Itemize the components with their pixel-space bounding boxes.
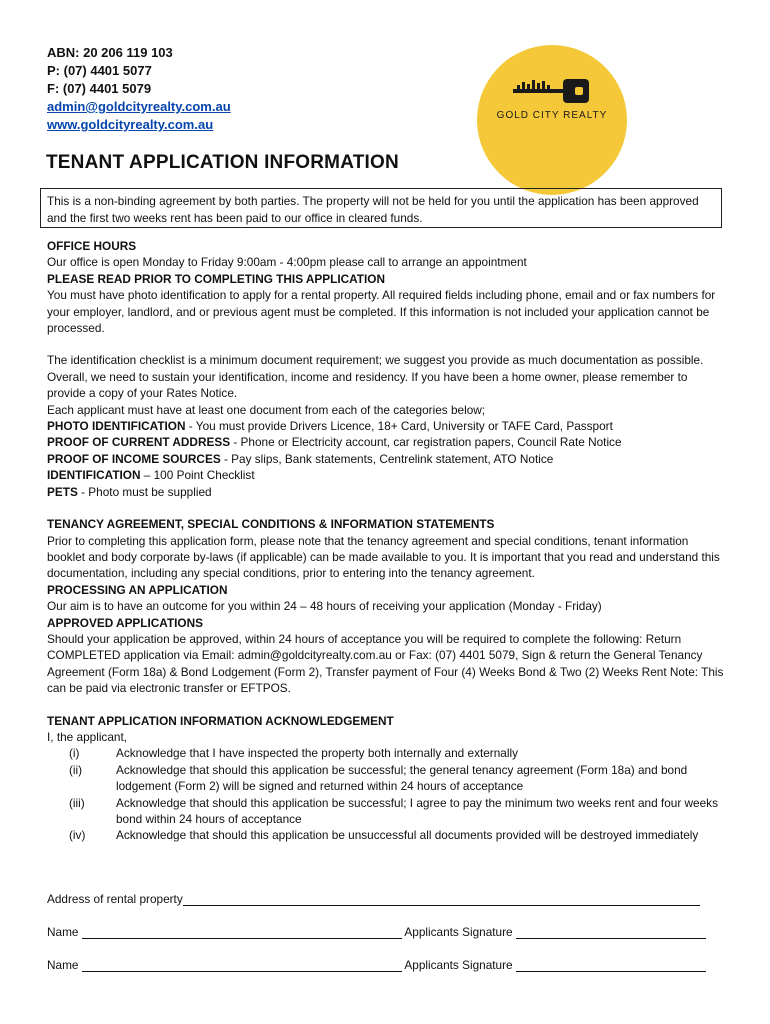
office-hours-heading: OFFICE HOURS bbox=[47, 239, 137, 253]
signature-field[interactable] bbox=[516, 959, 706, 972]
email-link[interactable]: admin@goldcityrealty.com.au bbox=[47, 99, 231, 114]
acknowledgement-intro: I, the applicant, bbox=[47, 729, 128, 744]
read-prior-heading: PLEASE READ PRIOR TO COMPLETING THIS APPLICATION bbox=[47, 271, 385, 286]
address-proof-line: PROOF OF CURRENT ADDRESS - Phone or Electricity account, car registration papers, Council Rate Notice bbox=[47, 435, 622, 450]
address-field[interactable] bbox=[183, 893, 700, 906]
list-item: (i) Acknowledge that I have inspected the property both internally and externally bbox=[69, 746, 518, 761]
signature-field[interactable] bbox=[516, 926, 706, 939]
abn-text: ABN: 20 206 119 103 bbox=[47, 45, 173, 60]
address-label: Address of rental property bbox=[47, 892, 183, 906]
tenancy-heading: TENANCY AGREEMENT, SPECIAL CONDITIONS & INFORMATION STATEMENTS bbox=[47, 517, 495, 532]
acknowledgement-heading: TENANT APPLICATION INFORMATION ACKNOWLEDGEMENT bbox=[47, 713, 394, 728]
page-title: TENANT APPLICATION INFORMATION bbox=[46, 152, 399, 173]
signature-row-2 bbox=[47, 958, 706, 972]
document-body bbox=[47, 238, 727, 844]
signature-label: Applicants Signature bbox=[404, 958, 513, 972]
name-label: Name bbox=[47, 925, 79, 939]
income-proof-line: PROOF OF INCOME SOURCES - Pay slips, Bank statements, Centrelink statement, ATO Notice bbox=[47, 451, 554, 466]
address-row bbox=[47, 892, 700, 906]
photo-id-line: PHOTO IDENTIFICATION - You must provide Drivers Licence, 18+ Card, University or TAFE Card, Passport bbox=[47, 419, 613, 434]
processing-text: Our aim is to have an outcome for you within 24 – 48 hours of receiving your application (Monday - Friday) bbox=[47, 599, 602, 614]
contact-block bbox=[47, 44, 231, 134]
name-field[interactable] bbox=[82, 926, 402, 939]
signature-label: Applicants Signature bbox=[404, 925, 513, 939]
name-label: Name bbox=[47, 958, 79, 972]
pets-line: PETS - Photo must be supplied bbox=[47, 484, 212, 499]
identification-line: IDENTIFICATION – 100 Point Checklist bbox=[47, 468, 255, 483]
website-link[interactable]: www.goldcityrealty.com.au bbox=[47, 117, 214, 132]
list-item: (ii) Acknowledge that should this application be successful; the general tenancy agreement (Form 18a) and bond lodgement (Form 2) will be signed and returned within 24 hours of acceptance bbox=[69, 762, 688, 794]
tenancy-text: Prior to completing this application form, please note that the tenancy agreement and special conditions, tenant information booklet and body corporate by-laws (if applicable) can be made available to you. It is important that you read and understand this documentation, including any special conditions, prior to entering into the tenancy agreement. bbox=[47, 533, 720, 581]
acknowledgement-list bbox=[47, 745, 727, 843]
approved-text: Should your application be approved, within 24 hours of acceptance you will be required to complete the following: Return COMPLETED application via Email: admin@goldcityrealty.com.au or Fax: (07) 4401 5079, Sign & return the General Tenancy Agreement (Form 18a) & Bond Lodgement (Form 2), Transfer payment of Four (4) Weeks Bond & Two (2) Weeks Rent Note: This can be paid via electronic transfer or EFTPOS. bbox=[47, 631, 724, 696]
gold-city-realty-logo bbox=[477, 45, 627, 195]
read-prior-text: You must have photo identification to apply for a rental property. All required fields including phone, email and or fax numbers for your employer, landlord, and or previous agent must be completed. If this information is not included your application cannot be processed. bbox=[47, 288, 716, 336]
processing-heading: PROCESSING AN APPLICATION bbox=[47, 582, 228, 597]
checklist-intro: The identification checklist is a minimum document requirement; we suggest you provide as much documentation as possible. Overall, we need to sustain your identification, income and residency. If you have been a home owner, please remember to provide a copy of your Rates Notice. bbox=[47, 353, 704, 401]
approved-heading: APPROVED APPLICATIONS bbox=[47, 615, 203, 630]
checklist-each: Each applicant must have at least one document from each of the categories below; bbox=[47, 402, 486, 417]
list-item: (iii) Acknowledge that should this application be successful; I agree to pay the minimum two weeks rent and four weeks bond within 24 hours of acceptance bbox=[69, 795, 718, 826]
logo-text: GOLD CITY REALTY bbox=[496, 110, 608, 121]
signature-row-1 bbox=[47, 925, 706, 939]
list-item: (iv) Acknowledge that should this application be unsuccessful all documents provided will be destroyed immediately bbox=[69, 828, 699, 843]
notice-box: This is a non-binding agreement by both parties. The property will not be held for you until the application has been approved and the first two weeks rent has been paid to our office in cleared funds. bbox=[40, 188, 722, 228]
fax-text: F: (07) 4401 5079 bbox=[47, 81, 152, 96]
name-field[interactable] bbox=[82, 959, 402, 972]
office-hours-text: Our office is open Monday to Friday 9:00am - 4:00pm please call to arrange an appointment bbox=[47, 255, 527, 270]
phone-text: P: (07) 4401 5077 bbox=[47, 63, 152, 78]
